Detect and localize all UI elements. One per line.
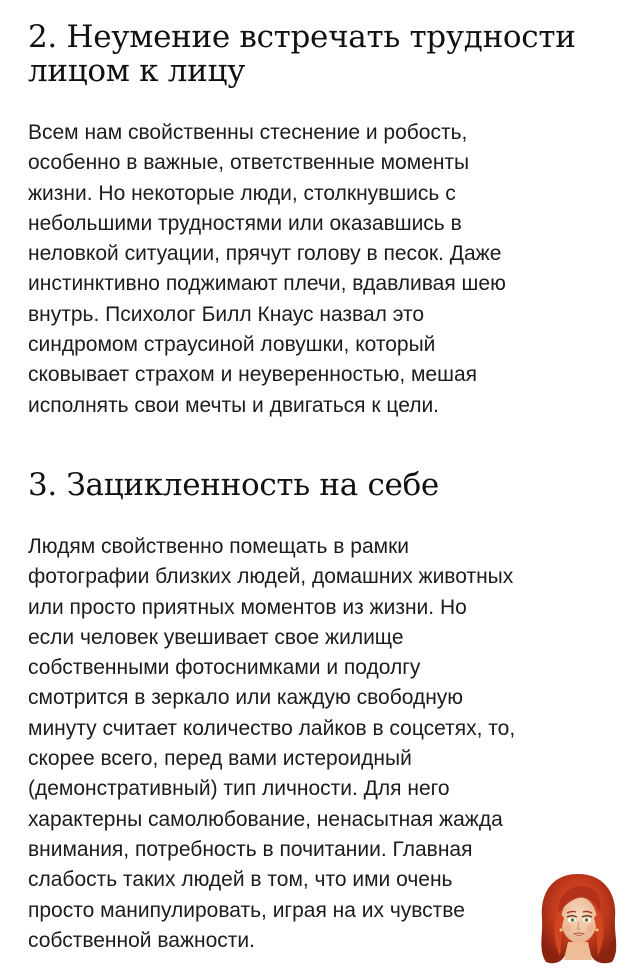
paragraph-line: если человек увешивает свое жилище	[28, 625, 404, 649]
heading-line: 2. Неумение встречать трудности	[28, 19, 576, 55]
paragraph-line: собственными фотоснимками и подолгу	[28, 656, 421, 680]
paragraph-line: минуту считает количество лайков в соцсетях, то,	[28, 716, 516, 740]
paragraph-line: характерны самолюбование, ненасытная жажда	[28, 807, 503, 831]
paragraph-line: инстинктивно поджимают плечи, вдавливая шею	[28, 272, 506, 296]
paragraph-line: Людям свойственно помещать в рамки	[28, 535, 409, 558]
paragraph-line: внимания, потребность в почитании. Главная	[28, 837, 473, 861]
paragraph-line: скорее всего, перед вами истероидный	[28, 747, 412, 771]
paragraph-line: внутрь. Психолог Билл Кнаус назвал это	[28, 302, 425, 326]
paragraph-line: жизни. Но некоторые люди, столкнувшись с	[28, 181, 456, 205]
paragraph-line: (демонстративный) тип личности. Для него	[28, 777, 450, 801]
paragraph-line: или просто приятных моментов из жизни. Но	[28, 595, 467, 619]
paragraph-line: небольшими трудностями или оказавшись в	[28, 211, 462, 235]
paragraph-line: исполнять свои мечты и двигаться к цели.	[28, 393, 440, 417]
section-heading-2	[28, 20, 618, 88]
paragraph-line: слабость таких людей в том, что ими очень	[28, 868, 453, 892]
section-heading-3: 3. Зацикленность на себе	[28, 467, 439, 503]
section-paragraph-3	[28, 532, 622, 956]
paragraph-line: неловкой ситуации, прячут голову в песок. Даже	[28, 242, 502, 266]
paragraph-line: Всем нам свойственны стеснение и робость,	[28, 121, 468, 144]
paragraph-line: просто манипулировать, играя на их чувстве	[28, 898, 465, 922]
red-haired-woman-avatar-icon	[536, 870, 620, 966]
paragraph-line: фотографии близких людей, домашних животных	[28, 565, 514, 589]
section-paragraph-2	[28, 118, 622, 421]
paragraph-line: смотрится в зеркало или каждую свободную	[28, 686, 464, 710]
heading-line: лицом к лицу	[28, 53, 246, 89]
paragraph-line: собственной важности.	[28, 928, 255, 952]
paragraph-line: синдромом страусиной ловушки, который	[28, 333, 436, 357]
paragraph-line: особенно в важные, ответственные моменты	[28, 151, 470, 175]
paragraph-line: сковывает страхом и неуверенностью, мешая	[28, 363, 478, 387]
